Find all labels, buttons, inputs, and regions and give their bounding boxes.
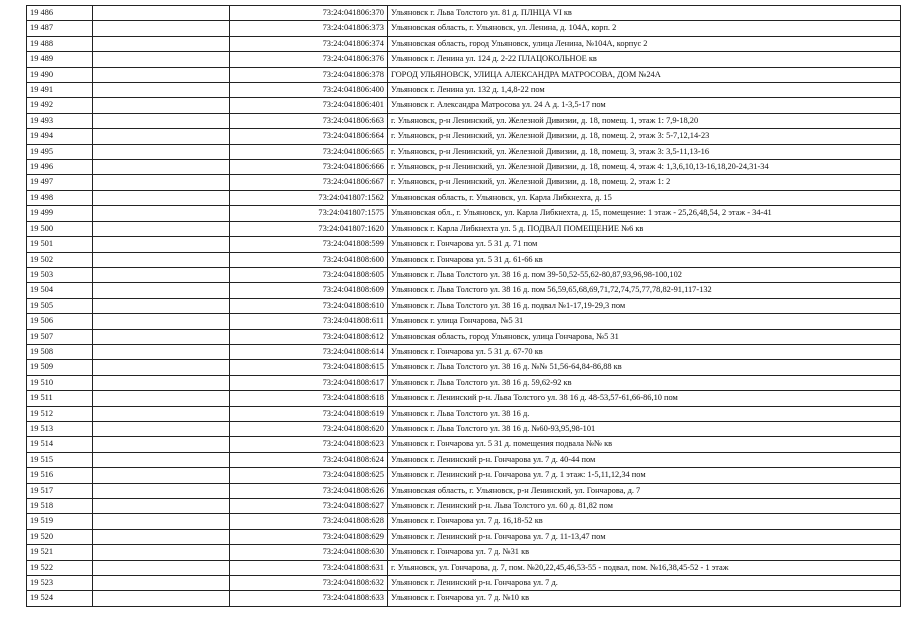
row-number-cell: 19 524 [27,591,93,606]
empty-cell [93,468,230,483]
address-cell: Ульяновск г. Гончарова ул. 5 31 д. 67-70 кв [388,344,901,359]
table-row [27,360,901,375]
table-row [27,375,901,390]
row-number-cell: 19 501 [27,237,93,252]
cadastral-number-cell: 73:24:041806:370 [230,6,388,21]
row-number-cell: 19 513 [27,421,93,436]
table-row [27,6,901,21]
empty-cell [93,221,230,236]
address-cell: Ульяновская область, г. Ульяновск, ул. Ленина, д. 104А, корп. 2 [388,21,901,36]
empty-cell [93,83,230,98]
row-number-cell: 19 521 [27,545,93,560]
address-cell: Ульяновск г. Льва Толстого ул. 38 16 д. №60-93,95,98-101 [388,421,901,436]
cadastral-number-cell: 73:24:041807:1562 [230,190,388,205]
cadastral-number-cell: 73:24:041808:614 [230,344,388,359]
address-cell: г. Ульяновск, р-н Ленинский, ул. Железной Дивизии, д. 18, помещ. 2, этаж 3: 5-7,12,14-23 [388,129,901,144]
cadastral-number-cell: 73:24:041808:630 [230,545,388,560]
cadastral-number-cell: 73:24:041808:631 [230,560,388,575]
row-number-cell: 19 517 [27,483,93,498]
row-number-cell: 19 504 [27,283,93,298]
address-cell: Ульяновск г. Ленинский р-н. Льва Толстого ул. 38 16 д. 48-53,57-61,66-86,10 пом [388,391,901,406]
table-row [27,283,901,298]
cadastral-number-cell: 73:24:041808:620 [230,421,388,436]
row-number-cell: 19 499 [27,206,93,221]
cadastral-number-cell: 73:24:041807:1575 [230,206,388,221]
empty-cell [93,344,230,359]
row-number-cell: 19 487 [27,21,93,36]
document-page [26,5,900,607]
cadastral-number-cell: 73:24:041808:615 [230,360,388,375]
table-row [27,129,901,144]
registry-table-body [27,6,901,607]
address-cell: Ульяновск г. Ленинский р-н. Льва Толстого ул. 60 д. 81,82 пом [388,499,901,514]
cadastral-number-cell: 73:24:041806:665 [230,144,388,159]
row-number-cell: 19 520 [27,529,93,544]
address-cell: Ульяновск г. Ленинский р-н. Гончарова ул. 7 д. [388,576,901,591]
table-row [27,221,901,236]
row-number-cell: 19 498 [27,190,93,205]
row-number-cell: 19 495 [27,144,93,159]
table-row [27,113,901,128]
empty-cell [93,437,230,452]
cadastral-number-cell: 73:24:041808:625 [230,468,388,483]
table-row [27,391,901,406]
table-row [27,267,901,282]
address-cell: Ульяновск г. Гончарова ул. 5 31 д. 71 пом [388,237,901,252]
cadastral-number-cell: 73:24:041808:599 [230,237,388,252]
empty-cell [93,406,230,421]
address-cell: Ульяновск г. Льва Толстого ул. 38 16 д. 59,62-92 кв [388,375,901,390]
cadastral-number-cell: 73:24:041808:611 [230,314,388,329]
address-cell: Ульяновск г. Льва Толстого ул. 38 16 д. подвал №1-17,19-29,3 пом [388,298,901,313]
empty-cell [93,360,230,375]
table-row [27,160,901,175]
row-number-cell: 19 510 [27,375,93,390]
empty-cell [93,591,230,606]
empty-cell [93,113,230,128]
table-row [27,21,901,36]
cadastral-number-cell: 73:24:041808:629 [230,529,388,544]
row-number-cell: 19 486 [27,6,93,21]
row-number-cell: 19 509 [27,360,93,375]
empty-cell [93,144,230,159]
cadastral-number-cell: 73:24:041806:667 [230,175,388,190]
address-cell: Ульяновск г. Гончарова ул. 7 д. №31 кв [388,545,901,560]
cadastral-number-cell: 73:24:041806:378 [230,67,388,82]
table-row [27,237,901,252]
table-row [27,421,901,436]
table-row [27,52,901,67]
table-row [27,529,901,544]
row-number-cell: 19 500 [27,221,93,236]
row-number-cell: 19 518 [27,499,93,514]
empty-cell [93,576,230,591]
empty-cell [93,560,230,575]
address-cell: Ульяновск г. Гончарова ул. 5 31 д. помещения подвала №№ кв [388,437,901,452]
table-row [27,67,901,82]
address-cell: г. Ульяновск, р-н Ленинский, ул. Железной Дивизии, д. 18, помещ. 1, этаж 1: 7,9-18,20 [388,113,901,128]
address-cell: Ульяновск г. Льва Толстого ул. 38 16 д. №№ 51,56-64,84-86,88 кв [388,360,901,375]
table-row [27,560,901,575]
table-row [27,329,901,344]
cadastral-number-cell: 73:24:041806:666 [230,160,388,175]
table-row [27,452,901,467]
table-row [27,144,901,159]
empty-cell [93,36,230,51]
empty-cell [93,298,230,313]
table-row [27,206,901,221]
empty-cell [93,421,230,436]
table-row [27,298,901,313]
address-cell: Ульяновская область, г. Ульяновск, р-н Ленинский, ул. Гончарова, д. 7 [388,483,901,498]
address-cell: Ульяновск г. Ленина ул. 132 д. 1,4,8-22 пом [388,83,901,98]
registry-table [26,5,901,607]
empty-cell [93,190,230,205]
empty-cell [93,98,230,113]
empty-cell [93,545,230,560]
address-cell: Ульяновск г. Льва Толстого ул. 38 16 д. [388,406,901,421]
empty-cell [93,499,230,514]
empty-cell [93,160,230,175]
cadastral-number-cell: 73:24:041808:605 [230,267,388,282]
empty-cell [93,391,230,406]
address-cell: Ульяновская область, г. Ульяновск, ул. Карла Либкнехта, д. 15 [388,190,901,205]
address-cell: Ульяновск г. Льва Толстого ул. 81 д. ПЛНЦА VI кв [388,6,901,21]
row-number-cell: 19 489 [27,52,93,67]
empty-cell [93,514,230,529]
address-cell: Ульяновск г. Александра Матросова ул. 24 А д. 1-3,5-17 пом [388,98,901,113]
address-cell: Ульяновская область, город Ульяновск, улица Гончарова, №5 31 [388,329,901,344]
table-row [27,83,901,98]
table-row [27,483,901,498]
cadastral-number-cell: 73:24:041808:623 [230,437,388,452]
empty-cell [93,529,230,544]
empty-cell [93,314,230,329]
row-number-cell: 19 514 [27,437,93,452]
empty-cell [93,206,230,221]
row-number-cell: 19 497 [27,175,93,190]
cadastral-number-cell: 73:24:041806:400 [230,83,388,98]
empty-cell [93,375,230,390]
cadastral-number-cell: 73:24:041808:612 [230,329,388,344]
table-row [27,545,901,560]
row-number-cell: 19 516 [27,468,93,483]
address-cell: Ульяновск г. Гончарова ул. 7 д. 16,18-52 кв [388,514,901,529]
cadastral-number-cell: 73:24:041806:373 [230,21,388,36]
table-row [27,190,901,205]
table-row [27,437,901,452]
row-number-cell: 19 492 [27,98,93,113]
address-cell: Ульяновск г. улица Гончарова, №5 31 [388,314,901,329]
table-row [27,314,901,329]
empty-cell [93,452,230,467]
cadastral-number-cell: 73:24:041808:627 [230,499,388,514]
address-cell: ГОРОД УЛЬЯНОВСК, УЛИЦА АЛЕКСАНДРА МАТРОСОВА, ДОМ №24А [388,67,901,82]
cadastral-number-cell: 73:24:041808:628 [230,514,388,529]
table-row [27,406,901,421]
row-number-cell: 19 493 [27,113,93,128]
empty-cell [93,483,230,498]
cadastral-number-cell: 73:24:041808:632 [230,576,388,591]
address-cell: Ульяновск г. Карла Либкнехта ул. 5 д. ПОДВАЛ ПОМЕЩЕНИЕ №6 кв [388,221,901,236]
cadastral-number-cell: 73:24:041806:374 [230,36,388,51]
cadastral-number-cell: 73:24:041808:609 [230,283,388,298]
cadastral-number-cell: 73:24:041806:664 [230,129,388,144]
table-row [27,175,901,190]
empty-cell [93,129,230,144]
cadastral-number-cell: 73:24:041806:663 [230,113,388,128]
address-cell: Ульяновск г. Ленина ул. 124 д. 2-22 ПЛАЦОКОЛЬНОЕ кв [388,52,901,67]
address-cell: г. Ульяновск, р-н Ленинский, ул. Железной Дивизии, д. 18, помещ. 4, этаж 4: 1,3,6,10,13-16,18,20-24,31-34 [388,160,901,175]
empty-cell [93,283,230,298]
address-cell: Ульяновск г. Ленинский р-н. Гончарова ул. 7 д. 1 этаж: 1-5,11,12,34 пом [388,468,901,483]
empty-cell [93,329,230,344]
address-cell: г. Ульяновск, ул. Гончарова, д. 7, пом. №20,22,45,46,53-55 - подвал, пом. №16,38,45-52 - 1 этаж [388,560,901,575]
table-row [27,576,901,591]
empty-cell [93,21,230,36]
cadastral-number-cell: 73:24:041808:610 [230,298,388,313]
row-number-cell: 19 494 [27,129,93,144]
table-row [27,499,901,514]
row-number-cell: 19 511 [27,391,93,406]
address-cell: Ульяновская область, город Ульяновск, улица Ленина, №104А, корпус 2 [388,36,901,51]
address-cell: Ульяновск г. Ленинский р-н. Гончарова ул. 7 д. 11-13,47 пом [388,529,901,544]
address-cell: Ульяновск г. Гончарова ул. 7 д. №10 кв [388,591,901,606]
cadastral-number-cell: 73:24:041808:619 [230,406,388,421]
table-row [27,252,901,267]
empty-cell [93,175,230,190]
empty-cell [93,67,230,82]
row-number-cell: 19 505 [27,298,93,313]
table-row [27,514,901,529]
address-cell: г. Ульяновск, р-н Ленинский, ул. Железной Дивизии, д. 18, помещ. 3, этаж 3: 3,5-11,13-16 [388,144,901,159]
cadastral-number-cell: 73:24:041808:617 [230,375,388,390]
address-cell: Ульяновск г. Гончарова ул. 5 31 д. 61-66 кв [388,252,901,267]
cadastral-number-cell: 73:24:041808:633 [230,591,388,606]
row-number-cell: 19 512 [27,406,93,421]
row-number-cell: 19 491 [27,83,93,98]
address-cell: Ульяновск г. Льва Толстого ул. 38 16 д. пом 56,59,65,68,69,71,72,74,75,77,78,82-91,117-132 [388,283,901,298]
row-number-cell: 19 523 [27,576,93,591]
address-cell: Ульяновск г. Ленинский р-н. Гончарова ул. 7 д. 40-44 пом [388,452,901,467]
row-number-cell: 19 515 [27,452,93,467]
address-cell: г. Ульяновск, р-н Ленинский, ул. Железной Дивизии, д. 18, помещ. 2, этаж 1: 2 [388,175,901,190]
row-number-cell: 19 490 [27,67,93,82]
row-number-cell: 19 503 [27,267,93,282]
row-number-cell: 19 519 [27,514,93,529]
row-number-cell: 19 502 [27,252,93,267]
cadastral-number-cell: 73:24:041808:618 [230,391,388,406]
row-number-cell: 19 496 [27,160,93,175]
table-row [27,344,901,359]
row-number-cell: 19 507 [27,329,93,344]
address-cell: Ульяновская обл., г. Ульяновск, ул. Карла Либкнехта, д. 15, помещение: 1 этаж - 25,26,48,54, 2 этаж - 34-41 [388,206,901,221]
table-row [27,98,901,113]
empty-cell [93,267,230,282]
row-number-cell: 19 522 [27,560,93,575]
empty-cell [93,237,230,252]
empty-cell [93,6,230,21]
cadastral-number-cell: 73:24:041808:626 [230,483,388,498]
table-row [27,468,901,483]
cadastral-number-cell: 73:24:041806:376 [230,52,388,67]
empty-cell [93,252,230,267]
cadastral-number-cell: 73:24:041807:1620 [230,221,388,236]
table-row [27,36,901,51]
row-number-cell: 19 508 [27,344,93,359]
address-cell: Ульяновск г. Льва Толстого ул. 38 16 д. пом 39-50,52-55,62-80,87,93,96,98-100,102 [388,267,901,282]
cadastral-number-cell: 73:24:041808:624 [230,452,388,467]
row-number-cell: 19 506 [27,314,93,329]
row-number-cell: 19 488 [27,36,93,51]
empty-cell [93,52,230,67]
table-row [27,591,901,606]
cadastral-number-cell: 73:24:041806:401 [230,98,388,113]
cadastral-number-cell: 73:24:041808:600 [230,252,388,267]
